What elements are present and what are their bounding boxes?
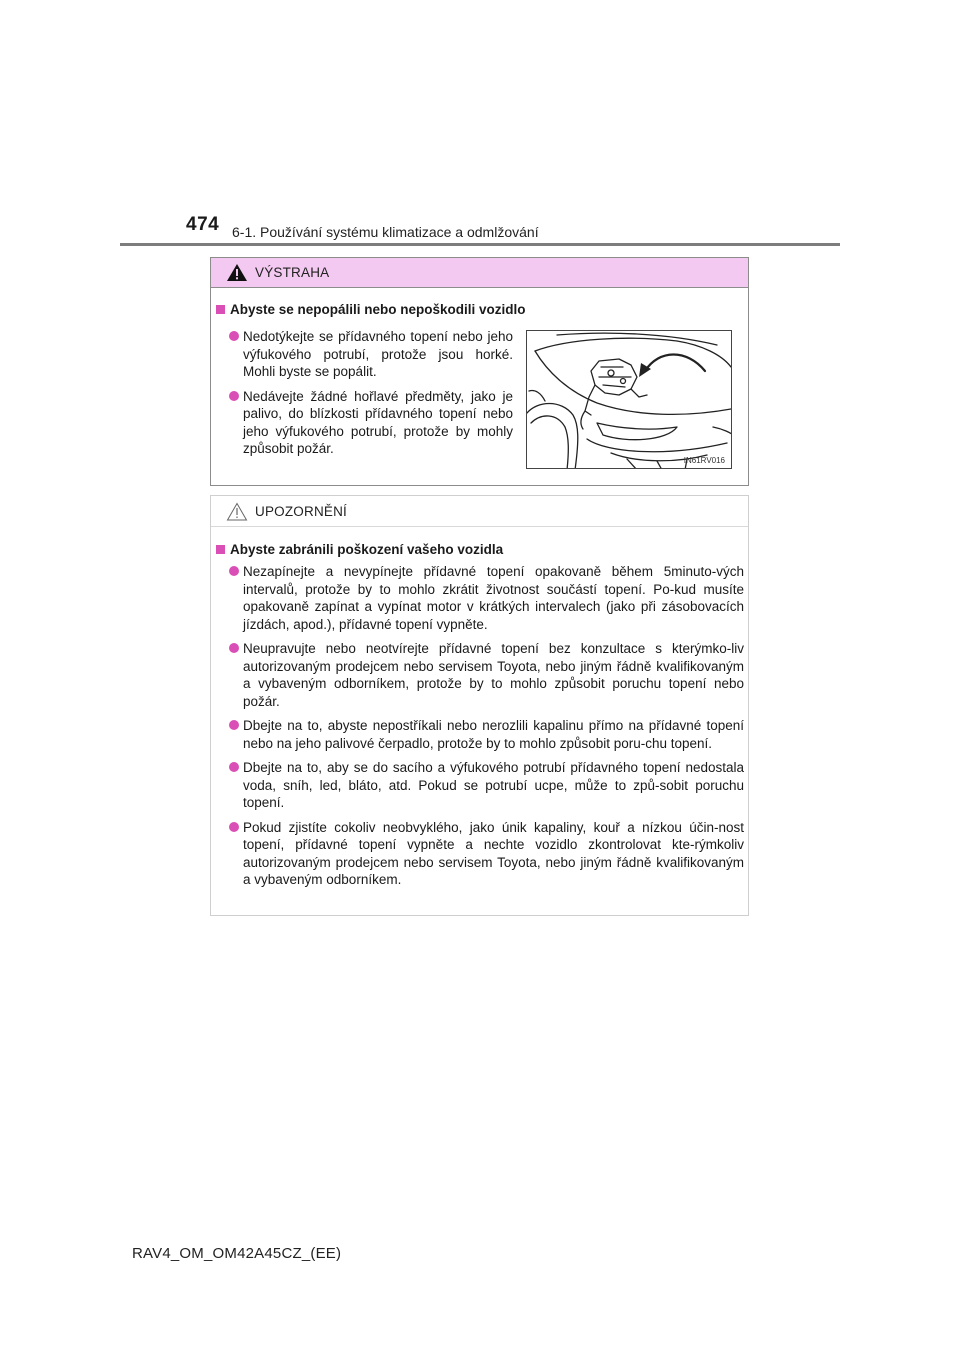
caution-box — [210, 495, 749, 916]
warning-list — [216, 328, 513, 465]
list-item-text: Pokud zjistíte cokoliv neobvyklého, jako únik kapaliny, kouř a nízkou účin-nost topení, přídavné topení vypněte a nechte vozidlo zkontrolovat kte-rýmkoliv autorizovaným prodejcem nebo servisem Toyota, nebo jiným řádně kvalifikovaným a vybaveným odborníkem. — [243, 819, 744, 887]
bullet-dot-icon — [229, 566, 239, 576]
list-item — [216, 328, 513, 381]
caution-list — [216, 563, 744, 896]
list-item — [216, 819, 744, 889]
warning-box — [210, 257, 749, 486]
list-item-text: Neupravujte nebo neotvírejte přídavné topení bez konzultace s kterýmko-liv autorizovaným prodejcem nebo servisem Toyota, nebo jiným řádně kvalifikovaným a vybaveným odborníkem, protože by to mohlo způsobit poruchu topení nebo požár. — [243, 641, 744, 709]
list-item-text: Dbejte na to, abyste nepostříkali nebo nerozlili kapalinu přímo na přídavné topení nebo na jeho palivové čerpadlo, protože by to mohlo způsobit poru-chu topení. — [243, 718, 744, 751]
warning-header — [211, 258, 748, 288]
list-item-text: Nedotýkejte se přídavného topení nebo jeho výfukového potrubí, protože jsou horké. Mohli byste se popálit. — [243, 329, 513, 379]
list-item — [216, 717, 744, 752]
header-rule — [120, 243, 840, 246]
square-bullet-icon — [216, 545, 225, 554]
document-id: RAV4_OM_OM42A45CZ_(EE) — [132, 1245, 342, 1262]
list-item — [216, 640, 744, 710]
caution-heading-text: Abyste zabránili poškození vašeho vozidla — [230, 542, 504, 557]
bullet-dot-icon — [229, 331, 239, 341]
page-number: 474 — [186, 214, 220, 235]
warning-triangle-icon — [226, 263, 248, 287]
car-heater-illustration — [526, 330, 732, 469]
illustration-code: IN61RV016 — [683, 456, 725, 465]
list-item — [216, 388, 513, 458]
warning-subheading — [216, 302, 526, 317]
bullet-dot-icon — [229, 391, 239, 401]
warning-heading-text: Abyste se nepopálili nebo nepoškodili vozidlo — [230, 302, 526, 317]
caution-triangle-icon — [226, 502, 248, 526]
bullet-dot-icon — [229, 643, 239, 653]
bullet-dot-icon — [229, 720, 239, 730]
list-item-text: Nezapínejte a nevypínejte přídavné topení opakovaně během 5minuto-vých intervalů, protože by to mohlo zkrátit životnost součástí topení. Po-kud musíte opakovaně zapínat a vypínat motor v krátkých intervalech (jako při zásobovacích jízdách, apod.), přídavné topení vypněte. — [243, 564, 744, 632]
list-item-text: Nedávejte žádné hořlavé předměty, jako je palivo, do blízkosti přídavného topení nebo jeho výfukového potrubí, protože by mohly způsobit požár. — [243, 388, 513, 456]
bullet-dot-icon — [229, 762, 239, 772]
list-item — [216, 563, 744, 633]
caution-header — [211, 496, 748, 527]
section-title: 6-1. Používání systému klimatizace a odmlžování — [232, 224, 539, 240]
car-front-drawing — [527, 331, 732, 469]
bullet-dot-icon — [229, 822, 239, 832]
warning-label: VÝSTRAHA — [255, 265, 330, 280]
caution-label: UPOZORNĚNÍ — [255, 504, 348, 519]
caution-subheading — [216, 542, 503, 557]
list-item-text: Dbejte na to, aby se do sacího a výfukového potrubí přídavného topení nedostala voda, sníh, led, bláto, atd. Pokud se potrubí ucpe, může to způ-sobit poruchu topení. — [243, 760, 744, 810]
square-bullet-icon — [216, 305, 225, 314]
list-item — [216, 759, 744, 812]
